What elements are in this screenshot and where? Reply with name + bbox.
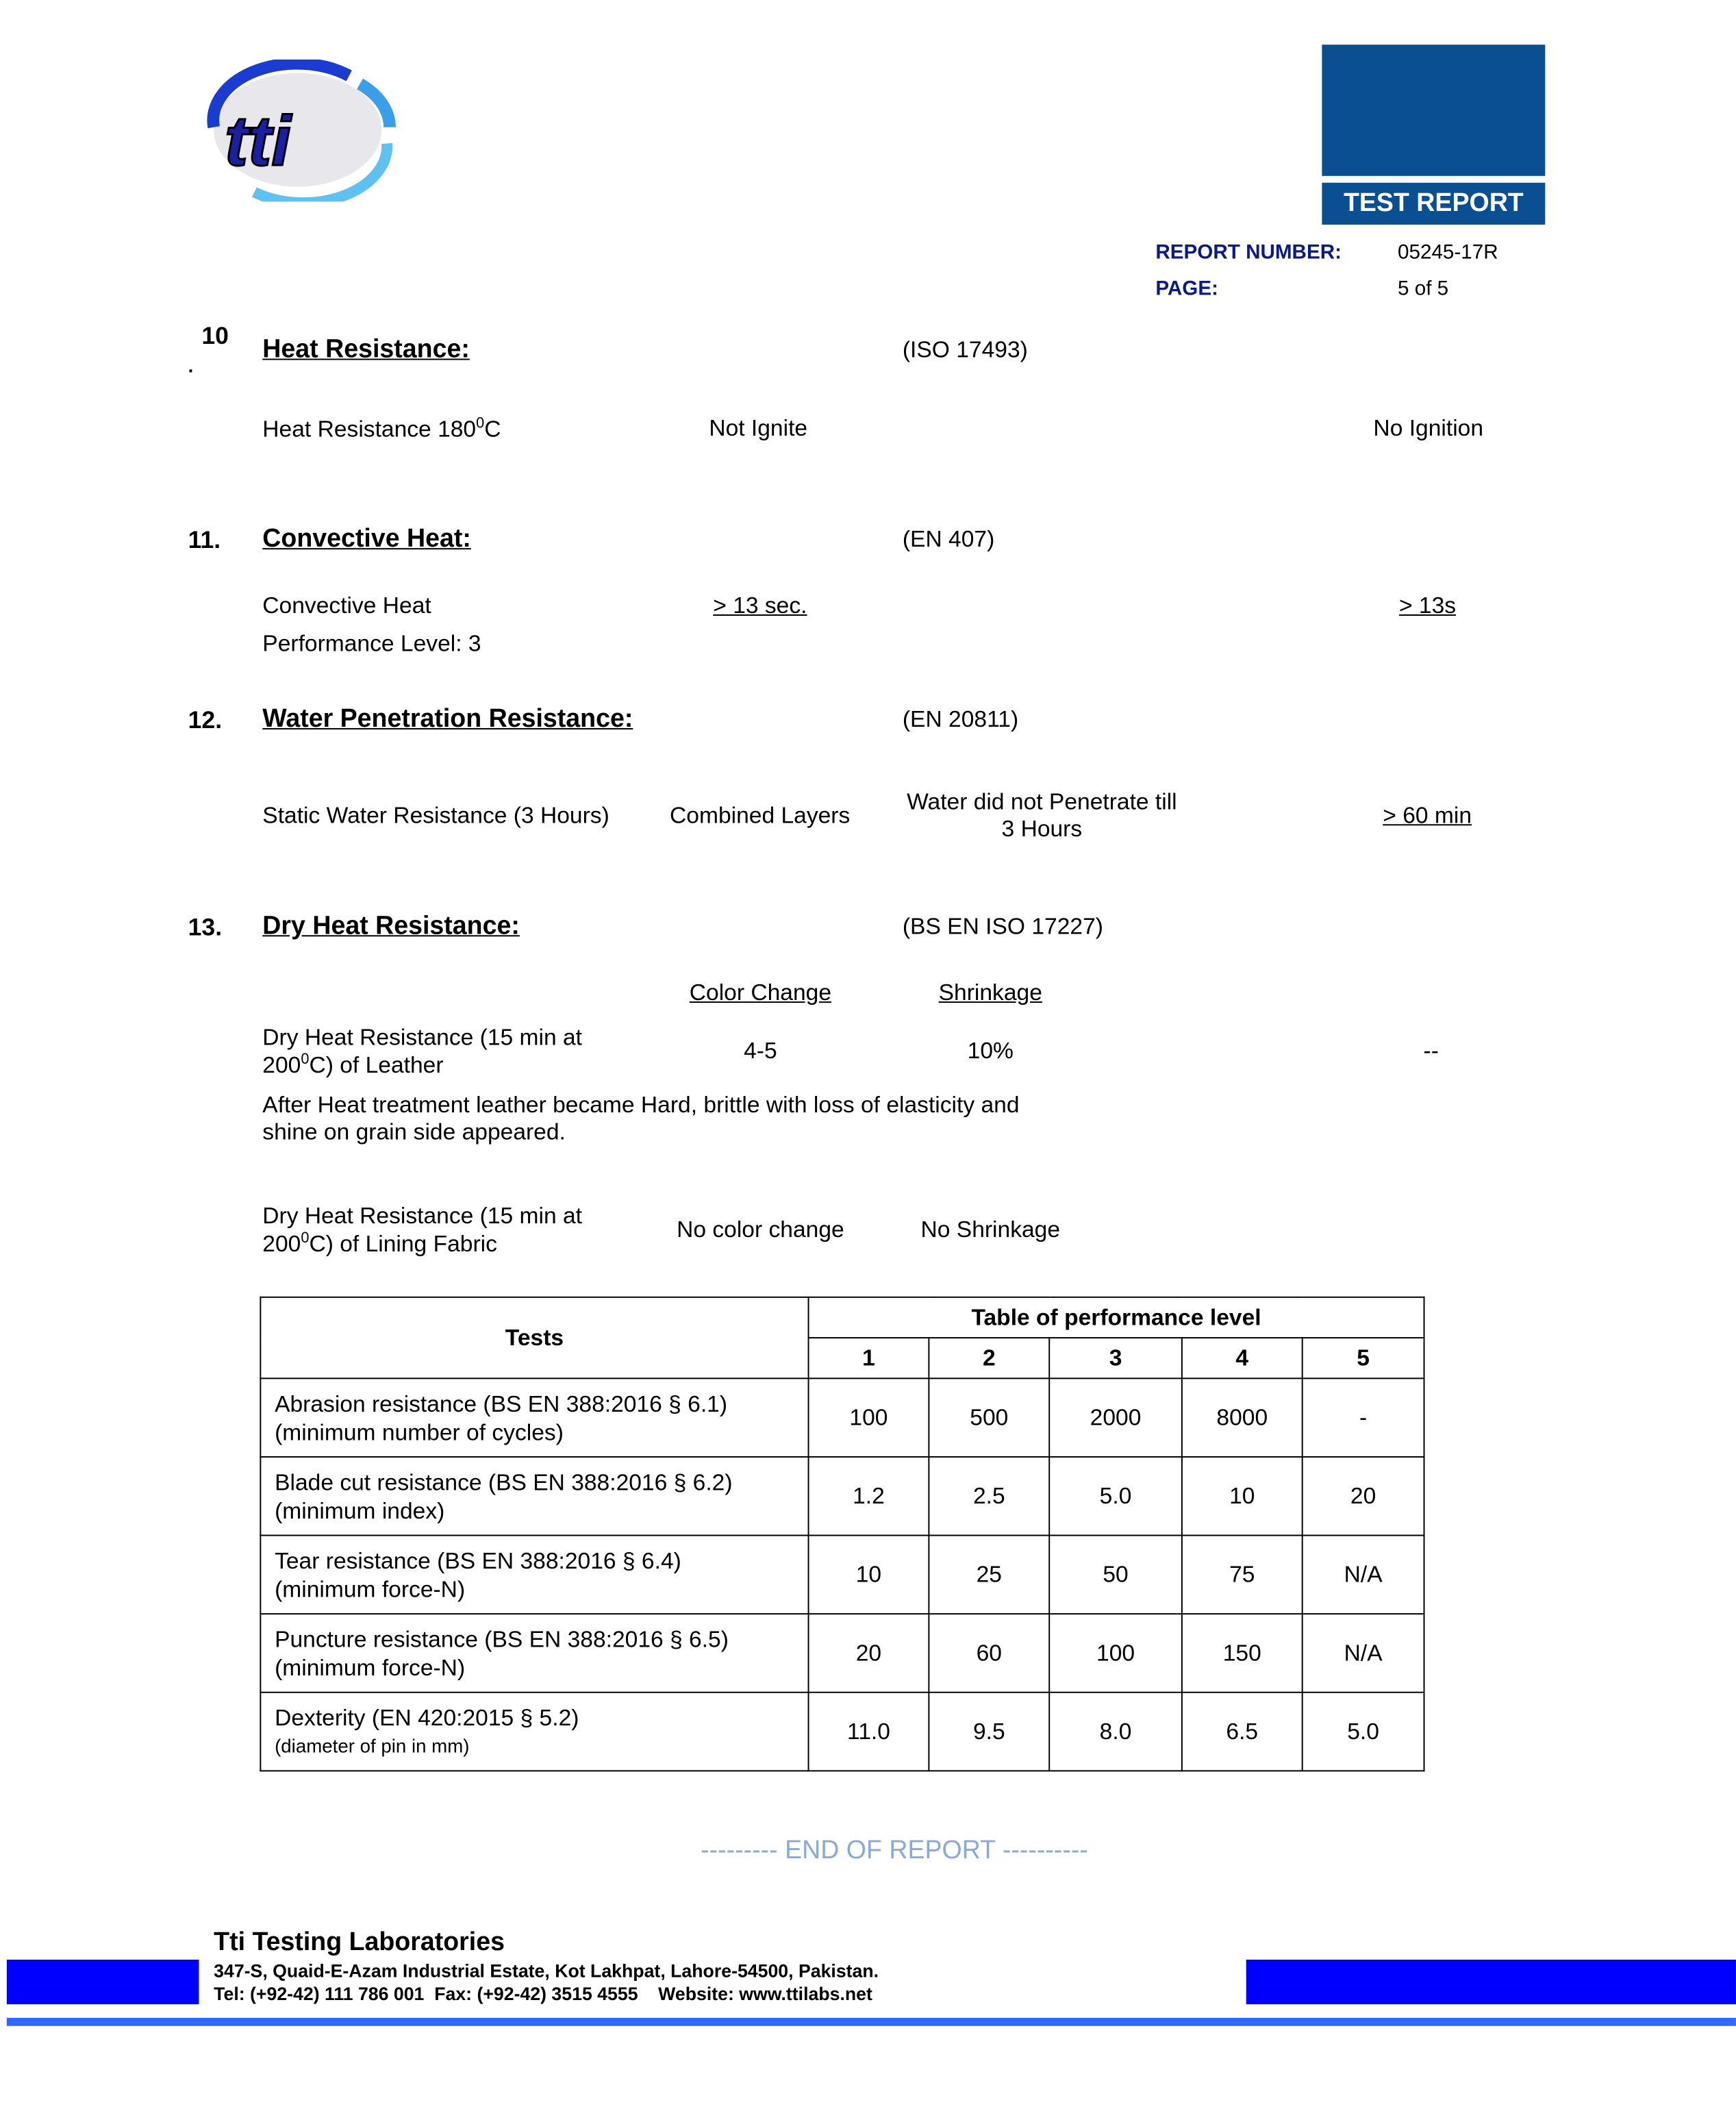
section-standard: (EN 20811): [902, 706, 1019, 732]
level-value: 6.5: [1182, 1693, 1303, 1771]
test-sample: Combined Layers: [670, 802, 851, 829]
section-number: 13.: [188, 913, 223, 941]
test-requirement: > 60 min: [1383, 802, 1472, 829]
level-value: 10: [809, 1536, 929, 1614]
level-value: 25: [929, 1536, 1049, 1614]
test-label: Dry Heat Resistance (15 min at: [262, 1024, 582, 1051]
footer-contact: Tel: (+92-42) 111 786 001 Fax: (+92-42) 3515 4555 Website: www.ttilabs.net: [214, 1984, 872, 2005]
tests-header: Tests: [260, 1297, 808, 1379]
level-header: 1: [809, 1338, 929, 1378]
level-value: 150: [1182, 1614, 1303, 1693]
level-value: 2000: [1049, 1378, 1182, 1457]
shrinkage-value: No Shrinkage: [920, 1216, 1061, 1243]
section-standard: (BS EN ISO 17227): [902, 913, 1103, 940]
test-requirement: --: [1423, 1038, 1439, 1064]
level-value: N/A: [1303, 1536, 1424, 1614]
test-report-badge: TEST REPORT: [1322, 183, 1545, 225]
note-line: After Heat treatment leather became Hard, brittle with loss of elasticity and: [262, 1092, 1020, 1119]
level-value: 11.0: [809, 1693, 929, 1771]
level-value: 50: [1049, 1536, 1182, 1614]
level-value: 2.5: [929, 1457, 1049, 1536]
level-value: 100: [809, 1378, 929, 1457]
level-value: 8.0: [1049, 1693, 1182, 1771]
section-dot: .: [188, 354, 194, 377]
level-value: 10: [1182, 1457, 1303, 1536]
footer-line: [7, 2018, 1736, 2026]
level-value: 5.0: [1049, 1457, 1182, 1536]
test-result: > 13 sec.: [713, 592, 807, 619]
test-label-line2: $200^0C$) of Lining Fabric: [262, 1230, 497, 1257]
level-value: 8000: [1182, 1378, 1303, 1457]
test-name: Abrasion resistance (BS EN 388:2016 § 6.1) (minimum number of cycles): [260, 1378, 808, 1457]
svg-text:tti: tti: [224, 101, 291, 181]
test-requirement: No Ignition: [1373, 415, 1484, 442]
level-header: 2: [929, 1338, 1049, 1378]
test-label: Convective Heat: [262, 592, 431, 619]
page-number: 5 of 5: [1398, 277, 1449, 301]
test-label: Heat Resistance $180^0C$: [262, 415, 501, 442]
level-value: 20: [1303, 1457, 1424, 1536]
level-value: 60: [929, 1614, 1049, 1693]
brand-block: [1322, 45, 1545, 176]
footer-address: 347-S, Quaid-E-Azam Industrial Estate, Kot Lakhpat, Lahore-54500, Pakistan.: [214, 1960, 879, 1982]
test-result-line2: 3 Hours: [1001, 816, 1083, 842]
tti-logo: [200, 60, 396, 201]
test-label-line2: $200^0C$) of Leather: [262, 1051, 444, 1079]
footer-bar-right: [1246, 1960, 1736, 2004]
section-title: Convective Heat:: [262, 525, 471, 554]
table-row: [260, 1536, 1424, 1614]
level-value: 75: [1182, 1536, 1303, 1614]
test-name: Blade cut resistance (BS EN 388:2016 § 6.2) (minimum index): [260, 1457, 808, 1536]
level-value: 500: [929, 1378, 1049, 1457]
level-value: -: [1303, 1378, 1424, 1457]
level-value: 20: [809, 1614, 929, 1693]
test-name: Puncture resistance (BS EN 388:2016 § 6.5) (minimum force-N): [260, 1614, 808, 1693]
test-result: Not Ignite: [709, 415, 808, 442]
test-requirement: > 13s: [1398, 592, 1457, 619]
group-header: Table of performance level: [809, 1297, 1424, 1338]
table-row: [260, 1693, 1424, 1771]
color-change-header: Color Change: [689, 979, 832, 1006]
section-title: Water Penetration Resistance:: [262, 705, 633, 734]
level-header: 3: [1049, 1338, 1182, 1378]
shrinkage-header: Shrinkage: [938, 979, 1042, 1006]
section-number: 10: [201, 322, 229, 349]
section-title: Heat Resistance:: [262, 335, 470, 364]
level-value: 9.5: [929, 1693, 1049, 1771]
report-number-label: REPORT NUMBER:: [1155, 240, 1342, 264]
table-row: [260, 1457, 1424, 1536]
footer-company: Tti Testing Laboratories: [214, 1928, 505, 1958]
level-value: 1.2: [809, 1457, 929, 1536]
level-header: 4: [1182, 1338, 1303, 1378]
level-value: N/A: [1303, 1614, 1424, 1693]
section-title: Dry Heat Resistance:: [262, 912, 520, 941]
level-value: 5.0: [1303, 1693, 1424, 1771]
test-label: Dry Heat Resistance (15 min at: [262, 1203, 582, 1229]
test-name: Dexterity (EN 420:2015 § 5.2) (diameter of pin in mm): [260, 1693, 808, 1771]
performance-level-table: [260, 1297, 1424, 1772]
test-name: Tear resistance (BS EN 388:2016 § 6.4) (minimum force-N): [260, 1536, 808, 1614]
page-label: PAGE:: [1155, 277, 1219, 301]
section-number: 11.: [188, 526, 221, 554]
footer-bar-left: [7, 1960, 199, 2004]
color-change-value: No color change: [677, 1216, 844, 1243]
section-number: 12.: [188, 706, 223, 734]
test-label: Static Water Resistance (3 Hours): [262, 802, 609, 829]
report-number: 05245-17R: [1398, 240, 1498, 264]
section-standard: (ISO 17493): [902, 336, 1028, 363]
end-of-report: --------- END OF REPORT ----------: [701, 1836, 1088, 1865]
note-line: shine on grain side appeared.: [262, 1119, 566, 1145]
test-result: Water did not Penetrate till: [907, 788, 1177, 815]
section-standard: (EN 407): [902, 526, 995, 553]
level-header: 5: [1303, 1338, 1424, 1378]
shrinkage-value: 10%: [967, 1038, 1014, 1064]
table-row: [260, 1614, 1424, 1693]
table-row: [260, 1378, 1424, 1457]
color-change-value: 4-5: [744, 1038, 777, 1064]
level-value: 100: [1049, 1614, 1182, 1693]
test-label-line2: Performance Level: 3: [262, 630, 481, 657]
